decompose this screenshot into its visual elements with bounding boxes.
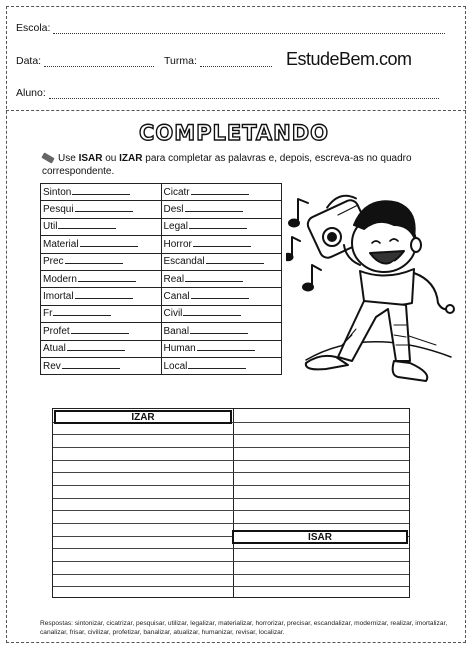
answer-box <box>52 408 410 598</box>
answer-line[interactable] <box>53 498 409 499</box>
word-blank[interactable] <box>75 298 133 299</box>
boy-pants <box>338 301 410 361</box>
word-cell <box>161 305 282 322</box>
word-row <box>41 305 282 322</box>
answer-line[interactable] <box>53 561 409 562</box>
answer-line[interactable] <box>53 485 409 486</box>
word-row <box>41 288 282 305</box>
word-row <box>41 236 282 253</box>
boy-right-shoe <box>393 361 428 381</box>
answer-line[interactable] <box>53 472 409 473</box>
word-cell <box>41 253 162 270</box>
word-blank[interactable] <box>67 350 125 351</box>
instructions-post: para completar as palavras e, depois, escreva-as no quadro correspondente. <box>42 153 412 177</box>
answer-box-divider <box>233 409 234 597</box>
word-stem: Rev <box>43 360 61 372</box>
boy-right-arm <box>414 273 450 309</box>
word-cell <box>161 253 282 270</box>
word-cell <box>161 357 282 374</box>
answer-line[interactable] <box>53 460 409 461</box>
word-stem: Local <box>163 360 188 372</box>
word-blank[interactable] <box>58 228 116 229</box>
word-row <box>41 201 282 218</box>
word-row <box>41 270 282 287</box>
word-table <box>40 183 282 375</box>
word-stem: Escandal <box>163 256 205 268</box>
boy-head <box>352 201 421 272</box>
word-cell <box>161 288 282 305</box>
word-blank[interactable] <box>189 228 247 229</box>
word-stem: Modern <box>43 273 77 285</box>
word-blank[interactable] <box>183 315 241 316</box>
music-note-icon <box>303 265 321 291</box>
word-blank[interactable] <box>65 263 123 264</box>
word-blank[interactable] <box>190 333 248 334</box>
word-blank[interactable] <box>185 281 243 282</box>
word-blank[interactable] <box>80 246 138 247</box>
izar-header: IZAR <box>54 410 232 424</box>
music-note-icon <box>286 237 300 260</box>
music-note-icon <box>289 199 308 227</box>
word-cell <box>161 218 282 235</box>
word-blank[interactable] <box>53 315 111 316</box>
word-blank[interactable] <box>185 211 243 212</box>
student-label: Aluno: <box>16 87 46 99</box>
answers-footnote: Respostas: sintonizar, cicatrizar, pesquisar, utilizar, legalizar, materializar, horrorizar, precisar, escandalizar, modernizar, realizar, imortalizar, canalizar, frisar, civilizar, profetizar, banalizar, atualizar, humanizar, revisar, localizar. <box>40 620 448 636</box>
instructions-mid: ou <box>102 153 120 164</box>
worksheet-title <box>118 117 350 147</box>
boy-boombox-illustration <box>286 185 458 400</box>
worksheet-title-text: COMPLETANDO <box>138 121 330 145</box>
word-blank[interactable] <box>206 263 264 264</box>
word-blank[interactable] <box>78 281 136 282</box>
word-cell <box>41 288 162 305</box>
word-row <box>41 184 282 201</box>
word-cell <box>41 184 162 201</box>
word-cell <box>161 323 282 340</box>
pencil-icon <box>41 153 54 164</box>
word-blank[interactable] <box>75 211 133 212</box>
word-row <box>41 253 282 270</box>
word-cell <box>41 340 162 357</box>
word-stem: Desl <box>163 204 184 216</box>
word-cell <box>41 305 162 322</box>
word-stem: Banal <box>163 325 190 337</box>
word-row <box>41 340 282 357</box>
word-row <box>41 357 282 374</box>
word-blank[interactable] <box>62 368 120 369</box>
school-label: Escola: <box>16 22 51 34</box>
word-stem: Horror <box>163 238 192 250</box>
site-logo: EstudeBem.com <box>286 49 412 69</box>
word-blank[interactable] <box>197 350 255 351</box>
answer-line[interactable] <box>53 586 409 587</box>
class-line[interactable] <box>200 56 272 67</box>
answer-line[interactable] <box>53 523 409 524</box>
word-stem: Material <box>43 238 79 250</box>
word-blank[interactable] <box>71 333 129 334</box>
word-cell <box>161 184 282 201</box>
word-row <box>41 323 282 340</box>
date-field[interactable] <box>16 55 154 67</box>
word-stem: Cicatr <box>163 186 190 198</box>
word-stem: Atual <box>43 343 66 355</box>
word-cell <box>41 357 162 374</box>
word-cell <box>41 218 162 235</box>
class-label: Turma: <box>164 55 197 67</box>
word-stem: Util <box>43 221 58 233</box>
word-stem: Human <box>163 343 196 355</box>
word-blank[interactable] <box>188 368 246 369</box>
instructions-isar: ISAR <box>78 153 103 164</box>
student-line[interactable] <box>49 88 439 99</box>
class-field[interactable] <box>164 55 272 67</box>
boy-shirt <box>360 269 414 306</box>
answer-line[interactable] <box>53 447 409 448</box>
word-cell <box>41 201 162 218</box>
word-stem: Canal <box>163 291 190 303</box>
word-blank[interactable] <box>72 194 130 195</box>
word-cell <box>41 323 162 340</box>
date-label: Data: <box>16 55 42 67</box>
header-separator <box>6 110 466 111</box>
word-stem: Profet <box>43 325 70 337</box>
word-cell <box>161 270 282 287</box>
word-stem: Civil <box>163 308 183 320</box>
school-field[interactable] <box>16 22 445 34</box>
word-stem: Imortal <box>43 291 74 303</box>
word-stem: Legal <box>163 221 188 233</box>
word-blank[interactable] <box>191 298 249 299</box>
word-blank[interactable] <box>193 246 251 247</box>
word-cell <box>41 236 162 253</box>
instructions-izar: IZAR <box>119 153 143 164</box>
answer-line[interactable] <box>53 510 409 511</box>
word-row <box>41 218 282 235</box>
boy-hand <box>446 305 454 313</box>
word-blank[interactable] <box>191 194 249 195</box>
student-field[interactable] <box>16 87 439 99</box>
instructions <box>42 152 442 178</box>
word-cell <box>41 270 162 287</box>
word-cell <box>161 201 282 218</box>
answer-line[interactable] <box>53 574 409 575</box>
instructions-pre: Use <box>58 153 79 164</box>
word-stem: Prec <box>43 256 64 268</box>
answer-line[interactable] <box>53 434 409 435</box>
word-stem: Sinton <box>43 186 72 198</box>
date-line[interactable] <box>44 56 154 67</box>
word-cell <box>161 236 282 253</box>
word-cell <box>161 340 282 357</box>
word-stem: Real <box>163 273 185 285</box>
school-line[interactable] <box>53 23 445 34</box>
answer-line[interactable] <box>53 548 409 549</box>
ground-hatch <box>406 335 436 345</box>
word-stem: Fr <box>43 308 53 320</box>
isar-header: ISAR <box>232 530 408 544</box>
word-stem: Pesqui <box>43 204 74 216</box>
